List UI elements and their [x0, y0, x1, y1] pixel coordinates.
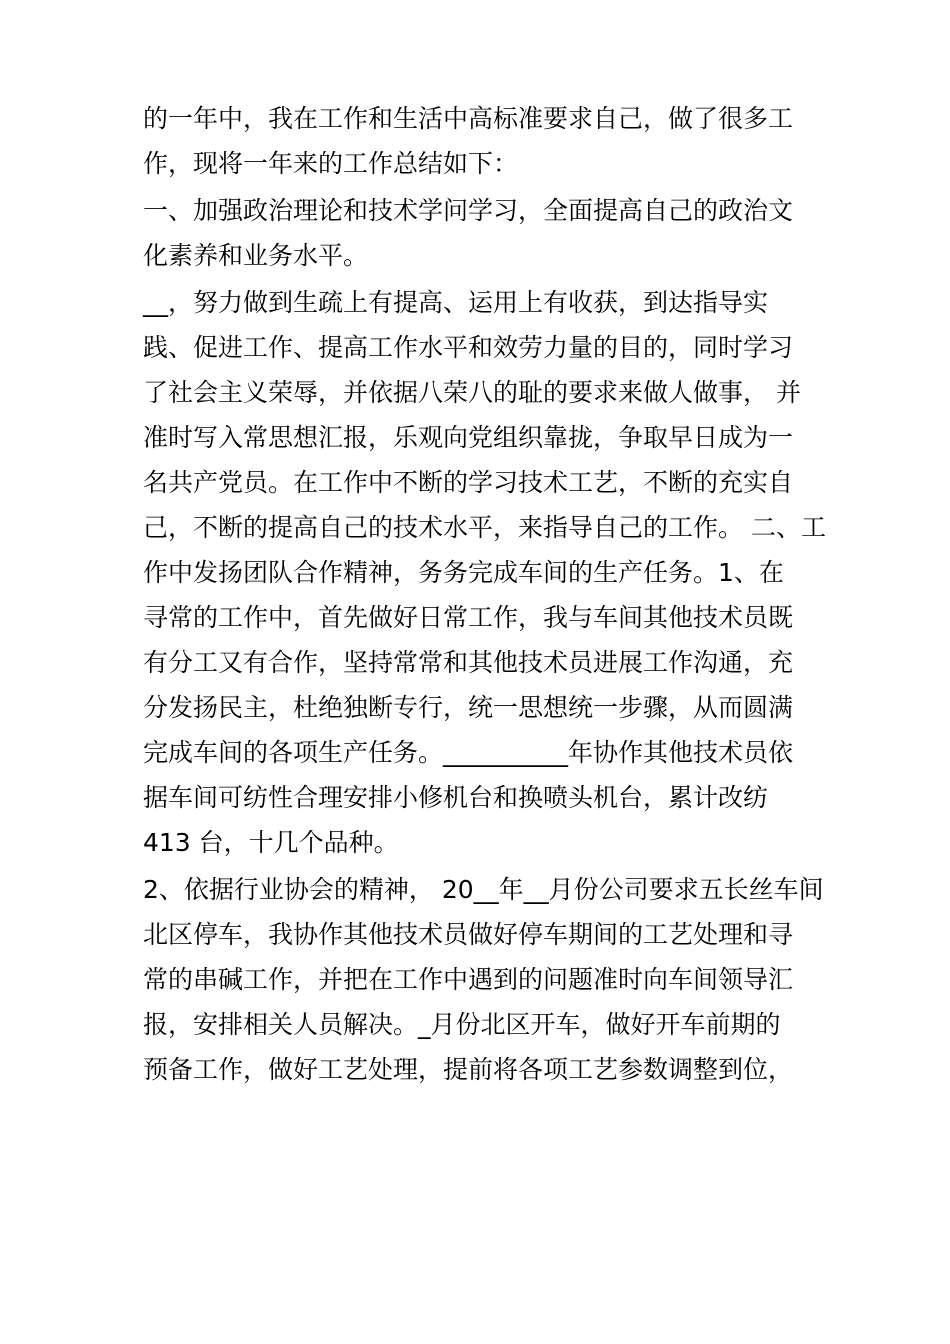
- text-line-12: 寻常的工作中，首先做好日常工作，我与车间其他技术员既: [143, 603, 794, 632]
- text-line-1: 的一年中，我在工作和生活中高标准要求自己，做了很多工: [143, 104, 794, 133]
- document-body: [143, 96, 843, 1092]
- text-line-19: 北区停车，我协作其他技术员做好停车期间的工艺处理和寻: [143, 920, 794, 949]
- text-line-6: 践、促进工作、提高工作水平和效劳力量的目的，同时学习: [143, 333, 794, 362]
- text-line-15: 完成车间的各项生产任务。__________年协作其他技术员依: [143, 738, 794, 767]
- text-line-18: 2、依据行业协会的精神， 20__年__月份公司要求五长丝车间: [143, 875, 824, 904]
- text-line-16: 据车间可纺性合理安排小修机台和换喷头机台，累计改纺: [143, 783, 769, 812]
- text-line-21: 报，安排相关人员解决。_月份北区开车，做好开车前期的: [143, 1010, 781, 1039]
- text-line-9: 名共产党员。在工作中不断的学习技术工艺，不断的充实自: [143, 468, 794, 497]
- text-line-2: 作，现将一年来的工作总结如下：: [143, 149, 519, 178]
- text-line-10: 己，不断的提高自己的技术水平，来指导自己的工作。 二、工: [143, 513, 826, 542]
- text-line-20: 常的串碱工作，并把在工作中遇到的问题准时向车间领导汇: [143, 965, 794, 994]
- text-line-7: 了社会主义荣辱，并依据八荣八的耻的要求来做人做事， 并: [143, 378, 801, 407]
- text-line-13: 有分工又有合作，坚持常常和其他技术员进展工作沟通，充: [143, 648, 794, 677]
- text-line-14: 分发扬民主，杜绝独断专行，统一思想统一步骤，从而圆满: [143, 693, 794, 722]
- text-line-11: 作中发扬团队合作精神，务务完成车间的生产任务。1、在: [143, 558, 784, 587]
- text-line-22: 预备工作，做好工艺处理，提前将各项工艺参数调整到位，: [143, 1055, 794, 1084]
- text-line-4: 化素养和业务水平。: [143, 241, 369, 270]
- text-line-5: __，努力做到生疏上有提高、运用上有收获，到达指导实: [143, 288, 769, 317]
- text-line-8: 准时写入常思想汇报，乐观向党组织靠拢，争取早日成为一: [143, 423, 794, 452]
- text-line-17: 413 台，十几个品种。: [143, 828, 399, 857]
- text-line-3: 一、加强政治理论和技术学问学习，全面提高自己的政治文: [143, 196, 794, 225]
